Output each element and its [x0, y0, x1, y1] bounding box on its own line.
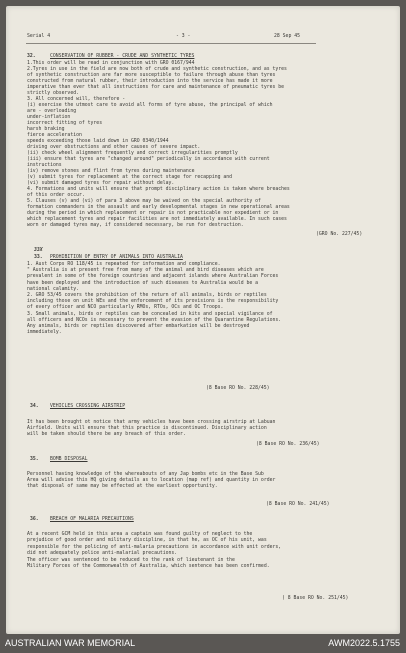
document-page: [6, 6, 400, 634]
section-33-line: have been deployed and the introduction of such diseases to Australia would be a: [27, 280, 259, 286]
section-32-line: (i) exercise the utmost care to avoid all forms of tyre abuse, the principal of which: [27, 103, 273, 108]
section-33-title: PROHIBITION OF ENTRY OF ANIMALS INTO AUSTRALIA: [50, 255, 183, 260]
section-32-line: fierce acceleration: [27, 133, 82, 138]
section-32-line: driving over obstructions and other causes of severe impact.: [27, 145, 201, 150]
section-32-line: are - overloading: [27, 109, 77, 114]
section-32-line: speeds exceeding those laid down in GRO 0340/1944: [27, 139, 169, 144]
footer-accession: AWM2022.5.1755: [328, 638, 400, 648]
section-32-line: under-inflation: [27, 115, 71, 120]
section-33-line: all officers and NCOs is necessary to prevent the evasion of the Quarantine Regulations.: [27, 317, 282, 323]
archive-footer: [0, 634, 406, 653]
section-32-line: incorrect fitting of tyres: [27, 121, 103, 126]
section-32-ref: (GRO No. 227/45): [316, 232, 363, 237]
section-33-line: national calamity.: [27, 286, 79, 292]
section-36-number: 36.: [30, 517, 39, 522]
section-35-number: 35.: [30, 457, 39, 462]
section-32-line: 3. All concerned will, therefore -: [27, 97, 126, 102]
section-36-line: responsible for the policing of anti-malaria precautions in accordance with unit orders,: [27, 544, 282, 550]
section-32-number: 32.: [27, 54, 36, 59]
section-32-line: (iii) ensure that tyres are "changed around" periodically in accordance with current: [27, 157, 270, 162]
section-34-ref: (8 Base RO No. 236/45): [256, 442, 320, 447]
section-32-line: strictly observed.: [27, 91, 79, 96]
section-36-line: did not adequately police anti-malarial precautions.: [27, 551, 178, 557]
page-number: - 3 -: [176, 34, 191, 39]
section-32-line: (ii) check wheel alignment frequently and correct irregularities promptly: [27, 151, 238, 156]
section-32-line: (v) submit tyres for replacement at the correct stage for recapping and: [27, 175, 233, 180]
header-rule: [26, 43, 316, 44]
section-32-line: constructed from natural rubber, their introduction into the service has made it more: [27, 79, 273, 84]
section-32-line: of synthetic construction are far more susceptible to failure through abuse than tyres: [27, 73, 276, 78]
section-36-line: prejudice of good order and military discipline, in that he, as OC of his unit, was: [27, 538, 267, 544]
section-33-line: 1. Aust Corps RO 118/45 is repeated for information and compliance.: [27, 262, 221, 267]
section-32-line: instructions: [27, 163, 62, 168]
issue-date: 28 Sep 45: [274, 34, 300, 39]
section-35-ref: (8 Base RO No. 241/45): [266, 502, 330, 507]
section-32-line: harsh braking: [27, 127, 65, 132]
section-32-line: formation commanders in the assault and early developmental stages in new operational areas: [27, 205, 290, 210]
section-33-line: 3. Small animals, birds or reptiles can be concealed in kits and special vigilance of: [27, 311, 273, 317]
section-32-line: 1.This order will be read in conjunction with GRO 0167/944: [27, 61, 195, 66]
section-35-line: Personnel having knowledge of the whereabouts of any Jap bombs etc in the Base Sub: [27, 472, 264, 477]
section-34-number: 34.: [30, 404, 39, 409]
section-32-line: 4. Formations and units will ensure that prompt disciplinary action is taken where breaches: [27, 187, 290, 192]
section-32-line: which replacement tyres and repair facilities are not immediately available. In such cases: [27, 217, 287, 222]
section-33-line: including those on unit WEs and the enforcement of its provisions is the responsibility: [27, 299, 279, 305]
section-34-line: Airfield. Units will ensure that this practice is discontinued. Disciplinary action: [27, 426, 267, 432]
section-33-line: Any animals, birds or reptiles discovered after embarkation will be destroyed: [27, 324, 250, 329]
section-35-title: BOMB DISPOSAL: [50, 457, 88, 462]
section-36-line: At a recent GCM held in this area a captain was found guilty of neglect to the: [27, 532, 253, 537]
section-32-line: 2.Tyres in use in the field are now both of crude and synthetic construction, and as tyres: [27, 67, 287, 72]
section-32-line: imperative than ever that all instructions for care and maintenance of pneumatic tyres be: [27, 85, 285, 90]
handwritten-33x-mark: 33X: [34, 248, 43, 253]
section-32-line: worn or damaged tyres may, if considered necessary, be run for destruction.: [27, 223, 244, 228]
footer-institution: AUSTRALIAN WAR MEMORIAL: [5, 638, 136, 648]
section-32-line: of this order occur.: [27, 193, 85, 198]
section-32-line: during the period in which replacement or repair is not practicable nor expedient or in: [27, 211, 279, 216]
section-32-line: 5. Clauses (v) and (vi) of para 3 above may be waived on the special authority of: [27, 199, 261, 204]
section-33-line: of every officer and NCO particularly RMOs, RTOs, OCs and OC Troops.: [27, 305, 224, 311]
section-33-line: immediately.: [27, 330, 62, 336]
section-36-title: BREACH OF MALARIA PRECAUTIONS: [50, 517, 134, 522]
section-33-number: 33.: [34, 255, 43, 260]
section-34-title: VEHICLES CROSSING AIRSTRIP: [50, 404, 126, 409]
section-36-line: The officer was sentenced to be reduced to the rank of lieutenant in the: [27, 557, 235, 563]
section-35-line: Area will advise this HQ giving details as to location (map ref) and quantity in order: [27, 478, 276, 484]
section-32-title: CONSERVATION OF RUBBER - CRUDE AND SYNTHETIC TYRES: [50, 54, 195, 59]
section-34-line: It has been brought ot notice that army vehicles have been crossing airstrip at Labuan: [27, 420, 276, 425]
serial-label: Serial 4: [27, 34, 51, 39]
section-32-line: (iv) remove stones and flint from tyres during maintenance: [27, 169, 195, 174]
section-36-ref: ( 8 Base RO No. 251/45): [282, 596, 349, 601]
section-33-ref: (8 Base RO No. 228/45): [206, 386, 270, 391]
section-33-line: prevalent in some of the foreign countries and adjacent islands where Australian Forces: [27, 274, 279, 280]
section-33-line: " Australia is at present free from many of the animal and bird diseases which are: [27, 268, 264, 274]
section-32-line: (vi) submit damaged tyres for repair without delay.: [27, 181, 175, 186]
section-33-line: 2. GRO 53/45 covers the prohibition of the return of all animals, birds or reptiles: [27, 293, 267, 298]
section-36-line: Military Forces of the Commonwealth of Australia, which sentence has been confirmed.: [27, 564, 270, 569]
section-34-line: will be taken should there be any breach of this order.: [27, 432, 186, 438]
section-35-line: that disposal of same may be effected at the earliest opportunity.: [27, 484, 218, 490]
